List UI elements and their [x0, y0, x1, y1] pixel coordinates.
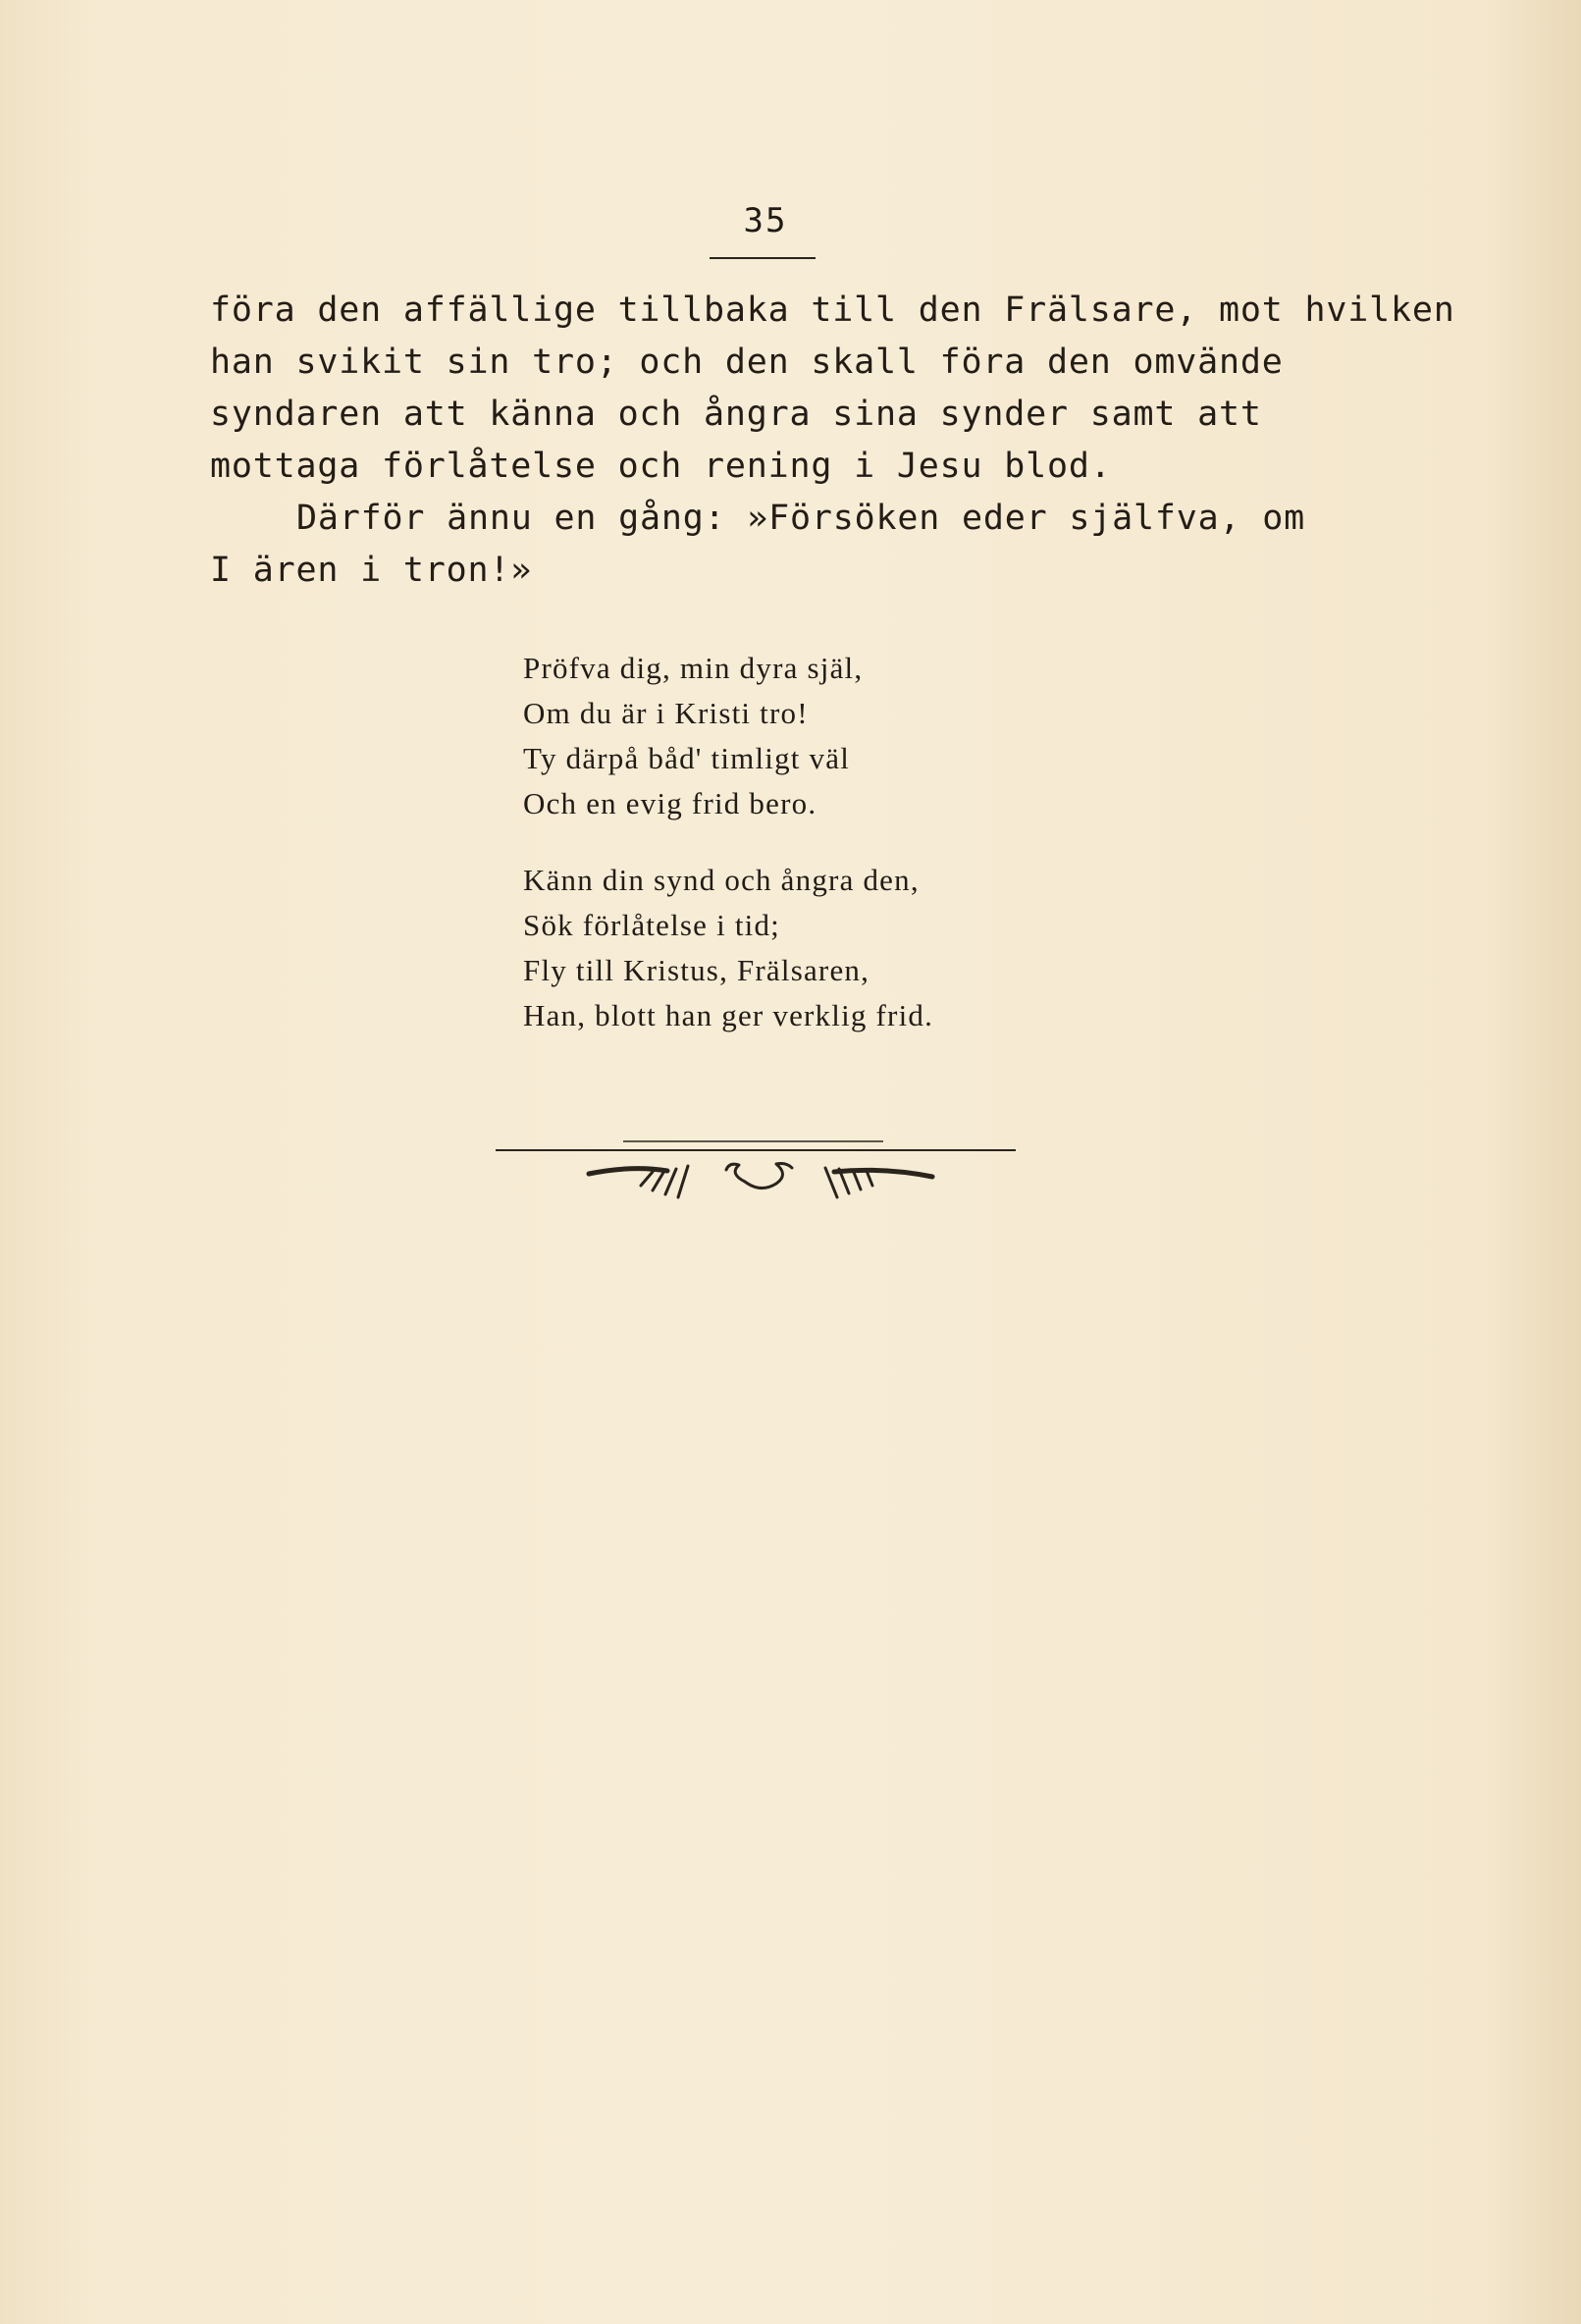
- prose-line: syndaren att känna och ångra sina synder samt att: [210, 395, 1262, 434]
- decorative-rule-ornament-icon: [486, 1133, 1035, 1211]
- prose-paragraphs: [210, 285, 1455, 597]
- prose-line: mottaga förlåtelse och rening i Jesu blod.: [210, 447, 1112, 486]
- page-number-underline: [710, 257, 816, 259]
- prose-line: han svikit sin tro; och den skall föra den omvände: [210, 343, 1284, 382]
- poem-line: Känn din synd och ångra den,: [523, 863, 920, 897]
- poem-line: Och en evig frid bero.: [523, 786, 817, 820]
- prose-line: föra den affällige tillbaka till den Frälsare, mot hvilken: [210, 290, 1455, 330]
- poem-stanza-1: [523, 646, 1033, 826]
- poem-line: Fly till Kristus, Frälsaren,: [523, 953, 870, 987]
- poem-line: Han, blott han ger verklig frid.: [523, 998, 934, 1032]
- poem-line: Sök förlåtelse i tid;: [523, 908, 780, 942]
- poem-line: Pröfva dig, min dyra själ,: [523, 651, 864, 685]
- poem-line: Ty därpå båd' timligt väl: [523, 741, 851, 775]
- page-number: 35: [743, 201, 788, 240]
- poem-line: Om du är i Kristi tro!: [523, 696, 809, 730]
- poem-stanza-2: [523, 858, 1033, 1038]
- prose-line: I ären i tron!»: [210, 551, 533, 590]
- prose-line: Därför ännu en gång: »Försöken eder själfva, om: [296, 499, 1305, 538]
